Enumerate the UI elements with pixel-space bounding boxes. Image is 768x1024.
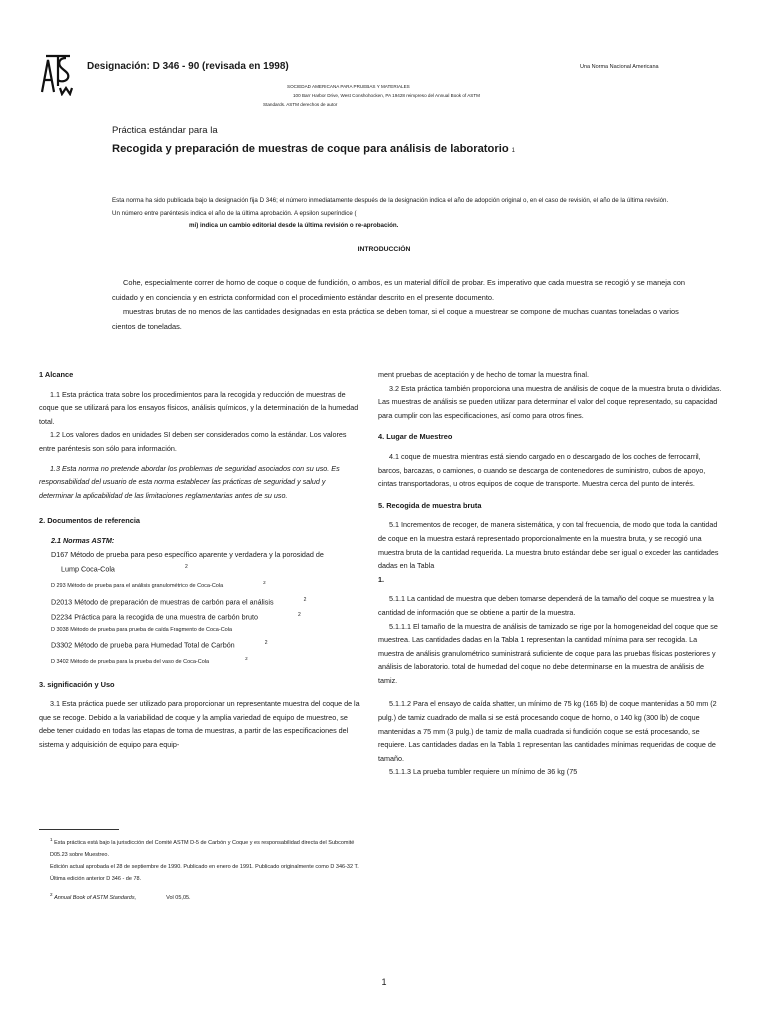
reference-item: D 293 Método de prueba para el análisis granulométrico de Coca-Cola$^2$ (51, 580, 266, 589)
paragraph-3-2: 3.2 Esta práctica también proporciona una muestra de análisis de coque de la muestra bruta o divididas. Las muestras de análisis se pueden utilizar para determinar el valor del coque representado, su capacidad para cumplir con las especificaciones, así como para otros fines. (378, 383, 722, 420)
footnotes (39, 834, 361, 904)
section-heading-sampling-place: 4. Lugar de Muestreo (378, 432, 453, 442)
paragraph-5-1: 5.1 Incrementos de recoger, de manera sistemática, y con tal frecuencia, de modo que toda la cantidad de coque en la muestra estará representado proporcionalmente en la muestra bruta, y se recogió una muestra bruta de la cantidad requerida. La muestra bruto estándar debe ser igual o exceder las cantidades dadas en la Tabla (378, 520, 719, 571)
footnote-1b: Edición actual aprobada el 28 de septiembre de 1990. Publicado en enero de 1991. Publicado originalmente como D 346-32 T. Última edición anterior D 346 - de 78. (50, 863, 359, 882)
reference-list (39, 534, 361, 670)
right-column (378, 368, 723, 779)
publisher-society: SOCIEDAD AMERICANA PARA PRUEBAS Y MATERIALES (287, 84, 410, 89)
paragraph-5-1-tail: 1. (378, 574, 384, 584)
paragraph-1-3: 1.3 Esta norma no pretende abordar los problemas de seguridad asociados con su uso. Es responsabilidad del usuario de esta norma establecer las prácticas de seguridad y salud y determinar la aplicabilidad de las limitaciones reglamentarias antes de su uso. (39, 463, 340, 500)
paragraph-5-1-1-2: 5.1.1.2 Para el ensayo de caída shatter, un mínimo de 75 kg (165 lb) de coque mantenidas a 50 mm (2 pulg.) de tamiz cuadrado de malla si se está procesando coque de horno, o 140 kg (300 lb) de coque mantenidas a 75 mm (3 pulg.) de tamiz de malla cuadrada si fundición coque se está procesando, se requiere. Las cantidades dadas en la Tabla 1 representan las cantidades mínimas requeridas de coque de tamaño. (378, 699, 717, 763)
paragraph-4-1: 4.1 coque de muestra mientras está siendo cargado en o descargado de los coches de ferrocarril, barcos, barcazas, o camiones, o cuando se descarga de contenedores de suministro, cubos de apoyo, cintas transportadoras, u otros equipos de coque de transporte. Muestra cerca del punto de interés. (378, 451, 706, 489)
intro-paragraph: Cohe, especialmente correr de horno de coque o coque de fundición, o ambos, es un material difícil de probar. Es imperativo que cada muestra se recogió y se maneja con cuidado y en conciencia y en estricta conformidad con el procedimiento estándar descrito en el presente documento. (112, 278, 686, 302)
reference-item: D167 Método de prueba para peso específico aparente y verdadera y la porosidad de (51, 549, 324, 559)
title-footnote-mark: 1 (511, 148, 516, 154)
intro-heading: INTRODUCCIÓN (357, 246, 411, 253)
reference-item: D2234 Práctica para la recogida de una muestra de carbón bruto $^2$ (51, 611, 301, 621)
section-heading-gross-sample: 5. Recogida de muestra bruta (378, 500, 482, 510)
paragraph-3-1: 3.1 Esta práctica puede ser utilizado para proporcionar un representante muestra del coque de la que se recoge. Debido a la variabilidad de coque y la amplia variedad de equipo de muestreo, se debe tener cuidado en todas las etapas de toma de muestras, a partir de las especificaciones del sistema y adquisición de equipo para equip- (39, 699, 360, 749)
reference-item: D 3038 Método de prueba para prueba de caída Fragmento de Coca-Cola (51, 626, 233, 633)
reference-item: D 3402 Método de prueba para la prueba del vaso de Coca-Cola$^2$ (51, 656, 248, 665)
document-kicker: Práctica estándar para la (112, 125, 218, 136)
reference-item: D2013 Método de preparación de muestras de carbón para el análisis $^2$ (51, 596, 307, 606)
footnote-2: $^2$ Annual Book of ASTM Standards, Vol 05,05. (50, 891, 191, 901)
continued-text: ment pruebas de aceptación y de hecho de tomar la muestra final. (378, 370, 589, 379)
document-title (112, 143, 515, 155)
paragraph-5-1-1: 5.1.1 La cantidad de muestra que deben tomarse dependerá de la tamaño del coque se muestrea y la cantidad de información que se obtiene a partir de la muestra. (378, 594, 714, 617)
reference-item: Lump Coca-Cola $^2$ (61, 564, 188, 574)
issuance-note (112, 195, 672, 233)
left-column (39, 368, 361, 751)
issuance-note-text: Esta norma ha sido publicada bajo la designación fija D 346; el número inmediatamente después de la designación indica el año de adopción original o, en el caso de revisión, el año de la última revisión. Un número entre paréntesis indica el año de la última aprobación. A epsilon superíndice ( (112, 197, 669, 217)
paragraph-5-1-1-3: 5.1.1.3 La prueba tumbler requiere un mínimo de 36 kg (75 (389, 767, 578, 777)
astm-logo (38, 52, 78, 96)
publisher-rights: Standards. ASTM derechos de autor (263, 102, 338, 107)
section-heading-references: 2. Documentos de referencia (39, 516, 141, 526)
intro-paragraph: muestras brutas de no menos de las cantidades designadas en esta práctica se deben tomar, si el coque a muestrear se compone de muchas cuantas toneladas o varios cientos de toneladas. (112, 307, 679, 331)
section-heading-significance: 3. significación y Uso (39, 679, 115, 689)
footnote-1: $^1$ Esta práctica está bajo la jurisdicción del Comité ASTM D-5 de Carbón y Coque y es responsabilidad directa del Subcomité D05.23 sobre Muestreo. (50, 837, 355, 858)
national-standard-note: Una Norma Nacional Americana (580, 64, 659, 70)
footnote-divider (39, 829, 119, 830)
title-text: Recogida y preparación de muestras de coque para análisis de laboratorio (112, 143, 509, 155)
page-number: 1 (381, 977, 387, 987)
designation: Designación: D 346 - 90 (revisada en 1998) (87, 61, 289, 72)
publisher-block (263, 82, 480, 109)
paragraph-1-2: 1.2 Los valores dados en unidades SI deben ser considerados como la estándar. Los valores entre paréntesis son sólo para información. (39, 430, 347, 453)
section-heading-scope: 1 Alcance (39, 370, 74, 379)
astm-standards-subheading: 2.1 Normas ASTM: (51, 535, 115, 545)
reference-item: D3302 Método de prueba para Humedad Total de Carbón $^2$ (51, 640, 268, 650)
intro-body (112, 276, 692, 334)
paragraph-1-1: 1.1 Esta práctica trata sobre los procedimientos para la recogida y reducción de muestras de coque que se utilizará para los ensayos físicos, análisis químicos, y la determinación de la humedad total. (39, 389, 359, 426)
issuance-note-end: mi) indica un cambio editorial desde la última revisión o re-aprobación. (189, 222, 399, 229)
paragraph-5-1-1-1: 5.1.1.1 El tamaño de la muestra de análisis de tamizado se rige por la homogeneidad del coque que se muestrea. Las cantidades dadas en la Tabla 1 representan la cantidad mínima para ser recogida. La muestra de análisis granulométrico suministrará suficiente de coque para las pruebas físicas posteriores y análisis de laboratorio. total de humedad del coque no debe determinarse en la muestra de análisis de tamiz. (378, 621, 718, 685)
publisher-address: 100 Barr Harbor Drive, West Conshohocken, PA 19428 reimpreso del Annual Book of ASTM (293, 93, 480, 98)
